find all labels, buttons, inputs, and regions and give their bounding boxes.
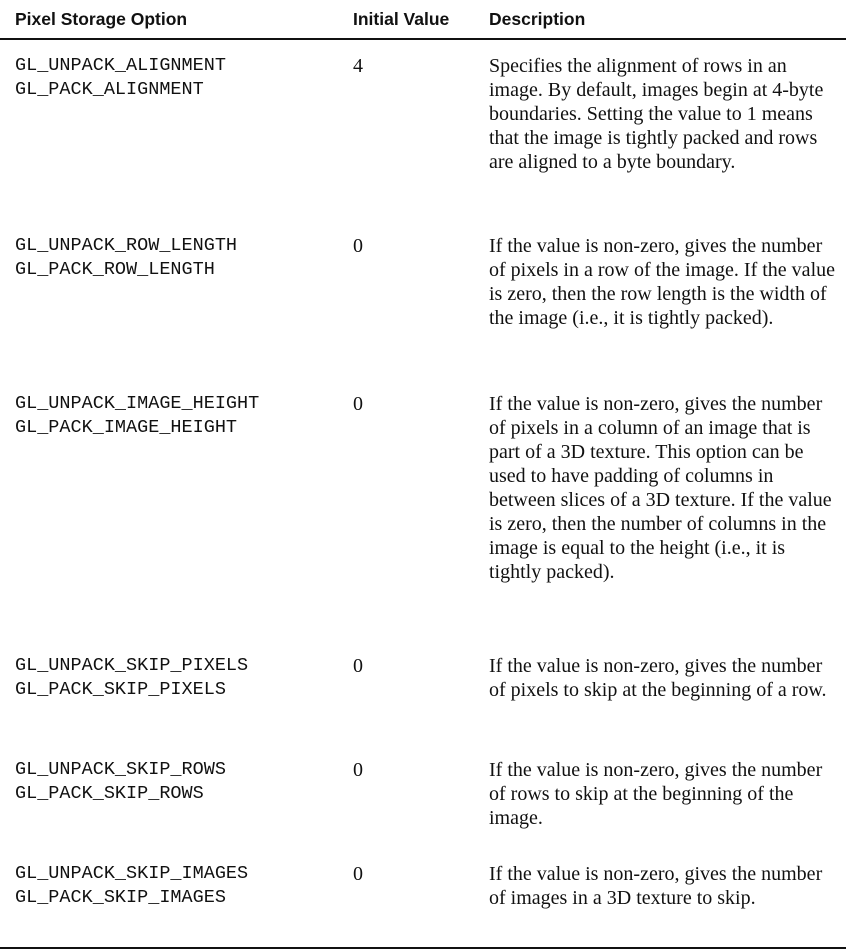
option-name [15,758,226,806]
option-name [15,862,248,910]
option-description: If the value is non-zero, gives the number of pixels in a row of the image. If the value is zero, then the row length is the width of the image (i.e., it is tightly packed). [489,235,835,329]
header-initial-value: Initial Value [353,9,450,29]
option-name [15,54,226,102]
initial-value: 0 [353,393,363,415]
header-pixel-storage-option: Pixel Storage Option [15,9,188,29]
unpack-option: GL_UNPACK_SKIP_PIXELS [15,655,249,676]
initial-value: 0 [353,655,363,677]
initial-value: 0 [353,235,363,257]
unpack-option: GL_UNPACK_IMAGE_HEIGHT [15,393,260,414]
initial-value: 0 [353,759,363,781]
unpack-option: GL_UNPACK_ALIGNMENT [15,55,226,76]
unpack-option: GL_UNPACK_SKIP_ROWS [15,759,226,780]
header-rule [0,38,846,40]
initial-value: 4 [353,55,363,77]
pack-option: GL_PACK_ALIGNMENT [15,79,204,100]
option-description: If the value is non-zero, gives the number of rows to skip at the beginning of the image. [489,759,823,829]
unpack-option: GL_UNPACK_ROW_LENGTH [15,235,238,256]
initial-value: 0 [353,863,363,885]
pack-option: GL_PACK_SKIP_ROWS [15,783,204,804]
pack-option: GL_PACK_ROW_LENGTH [15,259,215,280]
option-name [15,234,237,282]
option-description: If the value is non-zero, gives the number of pixels in a column of an image that is part of a 3D texture. This option can be used to have padding of columns in between slices of a 3D texture. If the value is zero, then the number of columns in the image is equal to the height (i.e., it is tightly packed). [489,393,832,583]
table-header [0,0,846,38]
option-description: If the value is non-zero, gives the number of images in a 3D texture to skip. [489,863,823,909]
option-name [15,654,248,702]
unpack-option: GL_UNPACK_SKIP_IMAGES [15,863,249,884]
pack-option: GL_PACK_SKIP_IMAGES [15,887,226,908]
footer-rule [0,947,846,949]
option-name [15,392,259,440]
option-description: Specifies the alignment of rows in an image. By default, images begin at 4-byte boundaries. Setting the value to 1 means that the image is tightly packed and rows are aligned to a byte boundary. [489,55,824,173]
header-description: Description [489,9,586,29]
pack-option: GL_PACK_SKIP_PIXELS [15,679,226,700]
pack-option: GL_PACK_IMAGE_HEIGHT [15,417,238,438]
option-description: If the value is non-zero, gives the number of pixels to skip at the beginning of a row. [489,655,827,701]
